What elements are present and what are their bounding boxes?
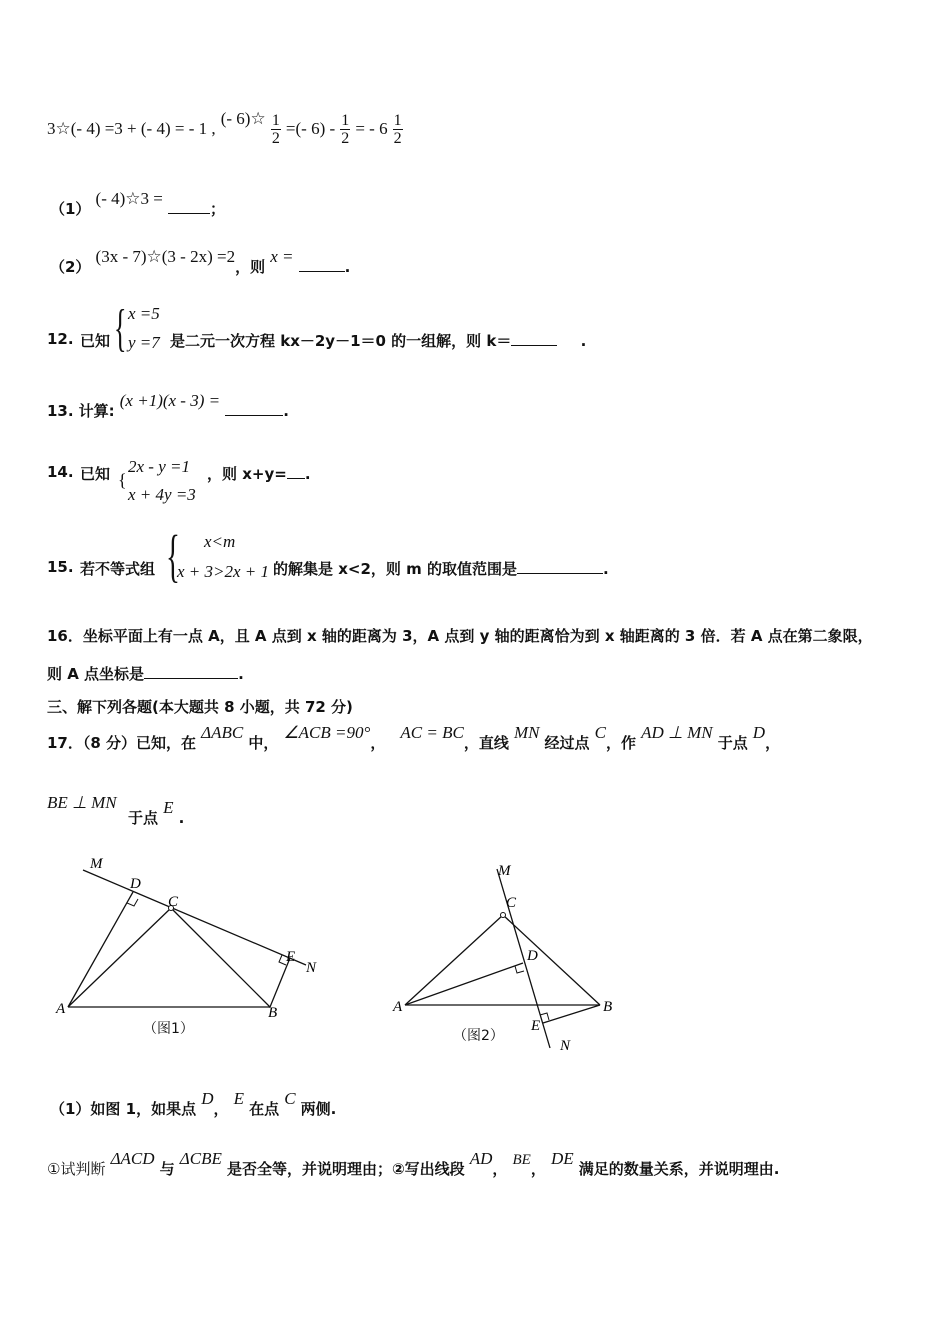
q11-p2-label: （2）: [50, 258, 91, 276]
frac-den: 2: [393, 130, 402, 147]
q17-part1: [50, 1088, 337, 1118]
label-m: M: [90, 856, 103, 872]
q17-subquestions: [47, 1148, 780, 1178]
q14-eq2: x + 4y =3: [128, 485, 196, 504]
frac-den: 2: [341, 130, 350, 147]
point-c-dot: [501, 913, 506, 918]
q12-eq1: x =5: [128, 304, 160, 323]
q17-point-c: C: [594, 723, 606, 742]
answer-blank[interactable]: [299, 257, 345, 272]
fraction-half-3: [393, 112, 403, 147]
answer-blank[interactable]: [144, 664, 238, 679]
q13-expr: (x +1)(x - 3) =: [119, 391, 221, 410]
q14-end: .: [304, 465, 311, 483]
q17-mid3: 经过点: [544, 734, 590, 752]
q17-p1-d: D: [201, 1089, 214, 1108]
q17-p1-end: 两侧.: [300, 1100, 337, 1118]
q14-eq1: 2x - y =1: [128, 457, 190, 476]
top-expr-2-mid: =(- 6) -: [285, 119, 336, 138]
q17-mid1: 中，: [248, 734, 279, 752]
q17-mid2: ，直线: [463, 734, 509, 752]
line-mn: [497, 869, 550, 1048]
segment-ac: [68, 908, 171, 1007]
q17-eq: AC = BC: [400, 723, 464, 742]
label-c: C: [506, 895, 517, 911]
q15-pre: 若不等式组: [80, 560, 156, 578]
label-m: M: [498, 863, 511, 879]
q11-p1-label: （1）: [50, 200, 91, 218]
q17-sub-t1: ΔACD: [110, 1149, 155, 1168]
q17-sub-text2: 满足的数量关系，并说明理由.: [578, 1160, 780, 1178]
frac-num: 1: [393, 112, 402, 129]
segment-be: [270, 958, 290, 1007]
q17-number: 17．: [47, 734, 83, 752]
q17-mid4: ，作: [606, 734, 637, 752]
q13: [47, 390, 289, 420]
q17-sub-and: 与: [159, 1160, 175, 1178]
q17-point-e: E: [163, 798, 174, 817]
q17-comma1: ，: [370, 734, 386, 752]
q17-p1-sep: ，: [213, 1100, 229, 1118]
q12-pre: 已知: [80, 332, 111, 350]
label-e: E: [531, 1018, 541, 1034]
q12-eq2: y =7: [128, 333, 160, 352]
answer-blank[interactable]: [287, 464, 305, 479]
segment-ad: [405, 963, 523, 1005]
figure-1: [50, 850, 340, 1045]
q17-end: .: [178, 809, 185, 827]
figure-2-caption: （图2）: [453, 1028, 504, 1044]
q15-number: 15.: [47, 558, 74, 576]
label-b: B: [603, 999, 613, 1015]
q17-perp2: BE ⊥ MN: [47, 793, 117, 812]
label-a: A: [393, 999, 403, 1015]
q16-line1: 16．坐标平面上有一点 A，且 A 点到 x 轴的距离为 3，A 点到 y 轴的距离恰为到 x 轴距离的 3 倍．若 A 点在第二象限，: [47, 627, 873, 645]
answer-blank[interactable]: [168, 199, 210, 214]
label-n: N: [306, 960, 317, 976]
frac-num: 1: [271, 112, 280, 129]
q16-line2-text: 则 A 点坐标是: [47, 665, 145, 683]
q17-angle: ∠ACB =90°: [283, 723, 371, 742]
label-b: B: [268, 1005, 278, 1021]
line-mn: [83, 870, 306, 965]
figure-2: [385, 855, 630, 1055]
top-expr-1: 3☆(- 4) =3 + (- 4) = - 1 ,: [47, 119, 216, 138]
q17-p1-e: E: [233, 1089, 244, 1108]
q17-sub-t2: ΔCBE: [179, 1149, 222, 1168]
label-d: D: [130, 876, 141, 892]
segment-be: [543, 1005, 600, 1023]
fraction-half-2: [340, 112, 350, 147]
q17-sub-de: DE: [550, 1149, 574, 1168]
label-d: D: [527, 948, 538, 964]
q16-end: .: [238, 665, 244, 683]
segment-cb: [503, 915, 600, 1005]
top-expr-2-tail: = - 6: [355, 119, 388, 138]
label-e: E: [286, 949, 296, 965]
q13-number: 13.: [47, 402, 74, 420]
segment-ad: [68, 892, 133, 1007]
frac-den: 2: [271, 130, 280, 147]
circle-number-1: ①: [47, 1160, 61, 1178]
section-heading: 三、解下列各题(本大题共 8 小题，共 72 分): [47, 698, 353, 716]
q17-sub-c2: ，: [530, 1160, 546, 1178]
answer-blank[interactable]: [511, 331, 557, 346]
segment-cb: [171, 908, 270, 1007]
q17-p1-mid: 在点: [249, 1100, 280, 1118]
q13-pre: 计算:: [78, 402, 115, 420]
q15-ineq2: x + 3>2x + 1: [177, 562, 270, 581]
q17-p1-c: C: [284, 1089, 296, 1108]
q12-text: [170, 330, 586, 351]
q11-p2-end: .: [344, 258, 351, 276]
q14-pre: 已知: [80, 465, 111, 483]
q15-ineq1: x<m: [204, 532, 236, 551]
top-line: [47, 109, 403, 147]
segment-ac: [405, 915, 503, 1005]
q14-text: [207, 463, 311, 484]
q11-p2-var: x =: [270, 247, 294, 266]
q17-sub-judge: 试判断: [60, 1160, 106, 1178]
q17-score: （8 分）已知，在: [82, 734, 197, 752]
q17-line-mn: MN: [513, 723, 540, 742]
frac-num: 1: [341, 112, 350, 129]
q17-comma2: ，: [765, 734, 781, 752]
q17-sub-text1: 是否全等，并说明理由；②写出线段: [226, 1160, 465, 1178]
q15-text: [273, 558, 609, 579]
q14-number: 14.: [47, 463, 74, 481]
figure-1-caption: （图1）: [143, 1021, 194, 1037]
q17-mid6: 于点: [128, 809, 159, 827]
q16-line2: [47, 663, 244, 684]
q11-p1-end: ；: [209, 200, 225, 218]
label-c: C: [168, 894, 179, 910]
q12-number: 12.: [47, 330, 74, 348]
q17-point-d: D: [752, 723, 766, 742]
q17-sub-c1: ，: [492, 1160, 508, 1178]
q14-statement: ，则 x+y=: [207, 465, 287, 483]
q11-part1: [50, 188, 225, 218]
q11-p2-expr: (3x - 7)☆(3 - 2x) =2: [95, 247, 236, 266]
q17-line1: [47, 722, 781, 752]
q17-p1-label: （1）如图 1，如果点: [50, 1100, 197, 1118]
q17-line2b: [128, 797, 185, 827]
right-angle-mark-d: [515, 966, 524, 973]
q13-end: .: [283, 402, 289, 420]
q12-statement: 是二元一次方程 kx－2y－1＝0 的一组解，则 k＝: [170, 332, 512, 350]
label-a: A: [56, 1001, 66, 1017]
top-expr-2-lead: (- 6)☆: [220, 109, 266, 128]
q12-brace: {: [114, 300, 127, 357]
answer-blank[interactable]: [225, 401, 283, 416]
q15-end: .: [602, 560, 609, 578]
q15-statement: 的解集是 x<2，则 m 的取值范围是: [273, 560, 517, 578]
q17-sub-be: BE: [512, 1152, 531, 1168]
q17-triangle: ΔABC: [201, 723, 244, 742]
q17-perp1: AD ⊥ MN: [641, 723, 713, 742]
fraction-half-1: [271, 112, 281, 147]
q11-p1-expr: (- 4)☆3 =: [95, 189, 163, 208]
q17-sub-ad: AD: [469, 1149, 493, 1168]
answer-blank[interactable]: [517, 559, 603, 574]
label-n: N: [560, 1038, 571, 1054]
q11-p2-then: ，则: [235, 258, 266, 276]
q17-line2: [47, 793, 117, 813]
q11-part2: [50, 246, 351, 276]
q15-brace: {: [166, 523, 180, 588]
q12-end: .: [580, 332, 587, 350]
q17-mid5: 于点: [717, 734, 748, 752]
q14-brace: {: [118, 470, 127, 490]
